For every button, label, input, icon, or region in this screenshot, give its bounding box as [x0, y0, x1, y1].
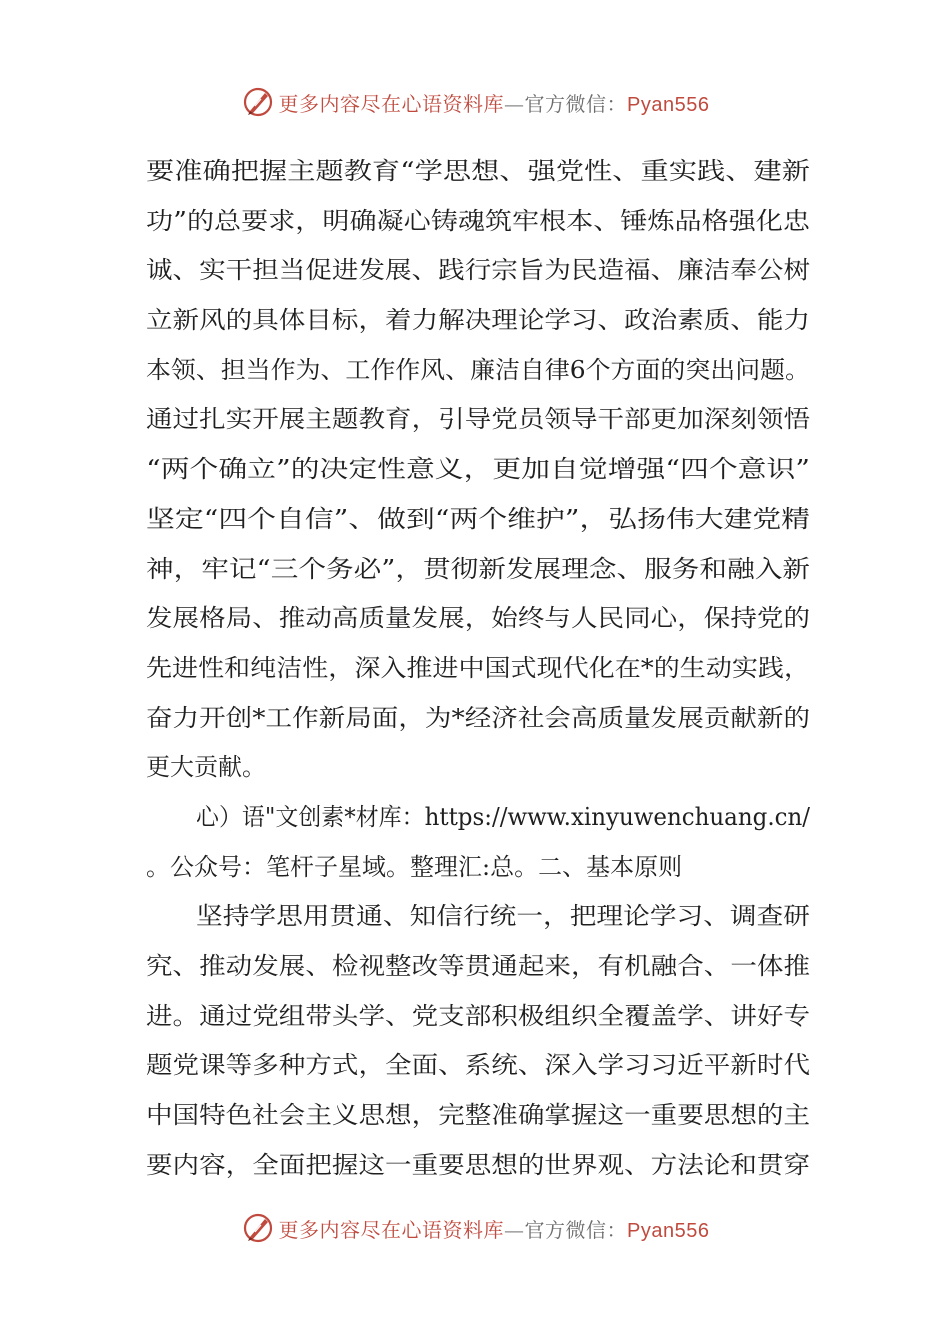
- text-line: 神，牢记“三个务必”，贯彻新发展理念、服务和融入新: [146, 554, 810, 583]
- quill-logo-icon: [241, 85, 275, 119]
- text-line: 发展格局、推动高质量发展，始终与人民同心，保持党的: [146, 604, 810, 633]
- text-line: 坚定“四个自信”、做到“两个维护”，弘扬伟大建党精: [146, 504, 811, 533]
- quill-logo-icon: [241, 1211, 275, 1245]
- text-line: 究、推动发展、检视整改等贯通起来，有机融合、一体推: [146, 952, 810, 980]
- text-line: “两个确立”的决定性意义，更加自觉增强“四个意识”: [146, 455, 811, 484]
- text-line: 通过扎实开展主题教育，引导党员领导干部更加深刻领悟: [146, 405, 810, 434]
- document-body: [146, 147, 810, 1190]
- text-line: 坚持学思用贯通、知信行统一，把理论学习、调查研: [196, 902, 810, 931]
- watermark-text: 更多内容尽在心语资料库—官方微信：Pyan556: [278, 91, 710, 116]
- text-line: 更大贡献。: [146, 753, 266, 782]
- text-line: 。公众号：笔杆子星域。整理汇:总。二、基本原则: [146, 852, 683, 881]
- text-line: 要准确把握主题教育“学思想、强党性、重实践、建新: [146, 157, 810, 185]
- text-line: 立新风的具体目标，着力解决理论学习、政治素质、能力: [146, 306, 810, 335]
- footer-watermark: [0, 1208, 950, 1248]
- text-line: 中国特色社会主义思想，完整准确掌握这一重要思想的主: [146, 1101, 810, 1130]
- text-line: 进。通过党组带头学、党支部积极组织全覆盖学、讲好专: [146, 1001, 810, 1030]
- text-line: 本领、担当作为、工作作风、廉洁自律6个方面的突出问题。: [146, 355, 810, 384]
- text-line: 诚、实干担当促进发展、践行宗旨为民造福、廉洁奉公树: [146, 256, 810, 285]
- text-line: 奋力开创*工作新局面，为*经济社会高质量发展贡献新的: [146, 703, 810, 732]
- text-line: 先进性和纯洁性，深入推进中国式现代化在*的生动实践，: [146, 653, 811, 682]
- text-line: 题党课等多种方式，全面、系统、深入学习习近平新时代: [146, 1051, 810, 1080]
- text-line: 功”的总要求，明确凝心铸魂筑牢根本、锤炼品格强化忠: [146, 206, 810, 235]
- header-watermark: [0, 82, 950, 122]
- text-line: 心）语"文创素*材库：https://www.xinyuwenchuang.cn/: [196, 802, 810, 831]
- watermark-text: 更多内容尽在心语资料库—官方微信：Pyan556: [278, 1217, 710, 1242]
- text-line: 要内容，全面把握这一重要思想的世界观、方法论和贯穿: [146, 1150, 810, 1179]
